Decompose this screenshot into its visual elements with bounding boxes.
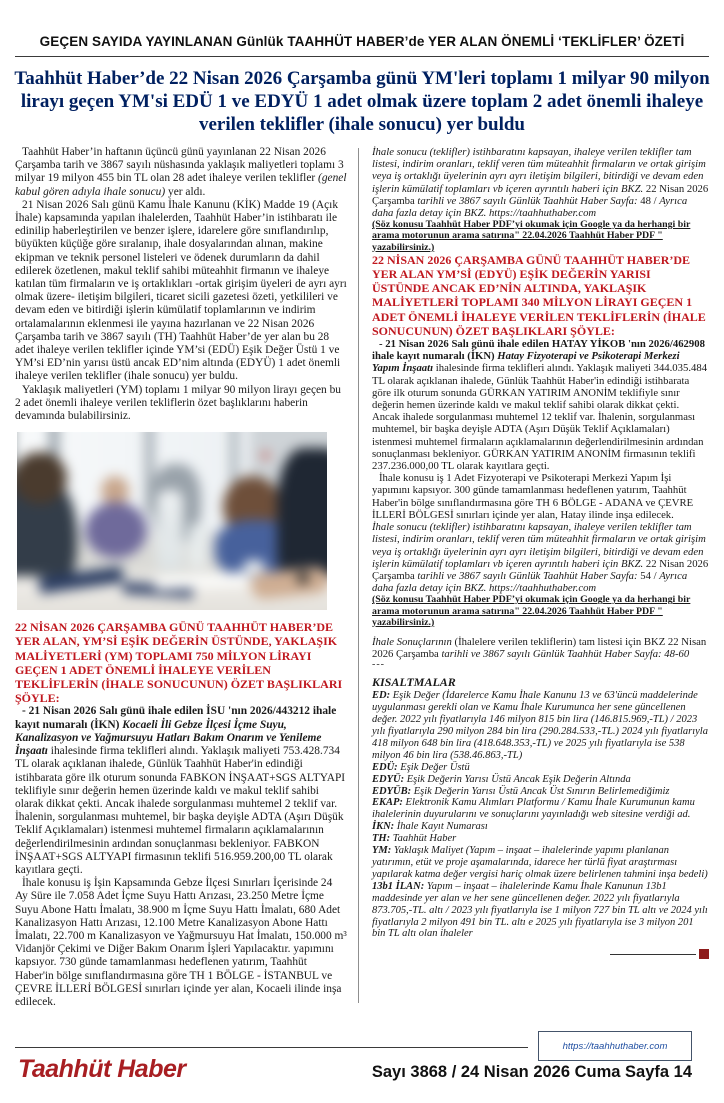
abbreviation-entry-th: TH: Taahhüt Haber	[372, 833, 457, 845]
page-banner: GEÇEN SAYIDA YAYINLANAN Günlük TAAHHÜT HABER’de YER ALAN ÖNEMLİ ‘TEKLİFLER’ ÖZETİ	[39, 34, 685, 49]
column-gap	[347, 146, 372, 1009]
website-link[interactable]: https://taahhuthaber.com	[562, 1040, 668, 1052]
publication-logo: Taahhüt Haber	[18, 1055, 186, 1084]
abbreviation-entry-ikn: İKN: İhale Kayıt Numarası	[372, 821, 488, 833]
page-footer	[0, 1025, 724, 1103]
tender-scope-isu-paragraph: İhale konusu iş İşin Kapsamında Gebze İlçesi Sınırları İçerisinde 24 Ay Süre ile 7.058 Adet İçme Suyu Hattı Arızası, 23.250 Metre İçme Suyu Abone Hattı İmalatı, 38.900 m İçme Suyu Hattı İmalatı, 680 Adet Kanalizasyon Hattı Arızası, 12.100 Metre Kanalizasyon Abone Hattı İmalatı, 22.700 m Kanalizasyon ve Yağmursuyu Hat İmalatı, 150.000 m³ Vidanjör Çekimi ve Diğer Bakım Onarım İşleri Yapılacaktır. yapımını kapsıyor. 730 günde tamamlanması hedeflenen yatırım, Taahhüt Haber'in bölge sınıflandırmasına göre TH 1 BÖLGE - İSTANBUL ve ÇEVRE İLLERİ BÖLGESİ sınırları içinde yer alan, Kocaeli ilinde inşa edilecek.	[15, 877, 347, 1008]
dash-separator: ---	[372, 659, 385, 671]
page-title: Taahhüt Haber’de 22 Nisan 2026 Çarşamba günü YM'leri toplamı 1 milyar 90 milyon lirayı geçen YM'si EDÜ 1 ve EDYÜ 1 adet olmak üzere toplam 2 adet önemli ihaleye verilen teklifler (ihale sonucu) yer buldu	[14, 68, 710, 135]
pdf-search-note-2: (Söz konusu Taahhüt Haber PDF’yi okumak için Google ya da herhangi bir arama motorunun arama satırına" 22.04.2026 Taahhüt Haber PDF " yazabilirsiniz.)	[372, 594, 691, 628]
website-link-box[interactable]	[538, 1031, 692, 1061]
abbreviation-entry-ekap: EKAP: Elektronik Kamu Alımları Platformu / Kamu İhale Kurumunun kamu ihalelerinin duyurularını ve sonuçlarını yayınladığı web sitesine verdiği ad.	[372, 797, 695, 821]
abbreviation-entry-ed: ED: Eşik Değer (İdarelerce Kamu İhale Kanunu 13 ve 63'üncü maddelerinde uygulanması gerekli olan ve Kamu İhale Kurumunca her sene güncellenen değer. 2022 yılı fiyatlarıyla 146 milyon 815 bin lira (146.815.969,-TL) / 2023 yılı fiyatlarıyla 290 milyon 284 bin lira (290.284.533,-TL.) 2024 yılı fiyatlarıyla 418 milyon 648 bin lira (418.648.353,-TL) ve 2025 yılı fiyatlarıyla ise 538 milyon 46 bin lira (538.46.863,-TL)	[372, 690, 708, 761]
footer-rule	[15, 1047, 528, 1048]
abbreviation-entry-edu: EDÜ: Eşik Değer Üstü	[372, 761, 470, 773]
article-columns	[15, 146, 709, 1009]
left-column	[15, 146, 347, 1009]
section-heading-edyu: 22 NİSAN 2026 ÇARŞAMBA GÜNÜ TAAHHÜT HABER’DE YER ALAN YM’Sİ (EDYÜ) EŞİK DEĞERİN YARISI ÜSTÜNDE ANCAK ED’NİN ALTINDA, YAKLAŞIK MALİYETLERİ TOPLAMI 340 MİLYON LİRAYI GEÇEN 1 ADET ÖNEMLİ İHALEYE VERİLEN TEKLİFLERİN (İHALE SONUCUNUN) ÖZET BAŞLIKLARI ŞÖYLE:	[372, 252, 706, 338]
summary-paragraph: Yaklaşık maliyetleri (YM) toplamı 1 milyar 90 milyon lirayı geçen bu 2 adet önemli ihaleye verilen tekliflerin özet başlıklarını haberin devamında bulabilirsiniz.	[15, 383, 341, 423]
right-column	[372, 146, 709, 1009]
abbreviation-entry-ym: YM: Yaklaşık Maliyet (Yapım – inşaat – ihalelerinde yapımı planlanan yatırımın, etüt ve proje aşamalarında, idarece her türlü fiyat araştırması yapılarak katma değer vergisi hariç olmak üzere belirlenen tahmini inşa bedeli)	[372, 845, 708, 880]
methodology-paragraph: 21 Nisan 2026 Salı günü Kamu İhale Kanunu (KİK) Madde 19 (Açık İhale) kapsamında yapılan ihalelerden, Taahhüt Haber’in istihbaratı ile edinilip haberleştirilen ve benzer işlere, idarelere göre sınıflandırılıp, büyükten küçüğe göre sıralanıp, ihale dosyalarından alınan, makine ekipman ve teknik personel listeleri ve ödenek durumların da dahil edilerek özetlenen, makul teklif sahibi müteahhit firmanın ve ihaleye katılan tüm firmaların ve iş ortaklıkları -ortak girişim üyeleri de ayrı ayrı olmak üzere- iletişim bilgileri, ticaret sicili gazetesi özeti, yetkilileri ve devam eden ve bitirdiği işlerin kümülatif toplamlarının ve indirim ortalamalarının eklenmesi ile yayına hazırlanan ve 22 Nisan 2026 Çarşamba tarih ve 3867 sayılı (TH) Taahhüt Haber’de yer alan bu 28 adet ihaleye verilen teklifler içinde YM’si (EDÜ) Eşik Değer Üstü 1 ve YM’si ED’nin yarısı üstü ancak ED’nim altında (EDYÜ) 1 adet önemli ihaleye verilen teklifler (ihale sonucu) yer buldu.	[15, 198, 347, 383]
tender-scope-hatay-paragraph: İhale konusu iş 1 Adet Fizyoterapi ve Psikoterapi Merkezi Yapım İşi yapımını kapsıyor. 300 günde tamamlanması hedeflenen yatırım, Taahhüt Haber'in bölge sınıflandırmasına göre TH 6 BÖLGE - ADANA ve ÇEVRE İLLERİ BÖLGESİ sınırları içinde yer alan, Hatay ilinde inşa edilecek.	[372, 472, 694, 521]
issue-and-page-info: Sayı 3868 / 24 Nisan 2026 Cuma Sayfa 14	[371, 1063, 692, 1082]
reference-paragraph-2: İhale sonucu (teklifler) istihbaratını kapsayan, ihaleye verilen teklifler tam listesi, indirim oranları, teklif veren tüm müteahhit firmaların ve ortak girişim veya iş ortaklığı üyelerinin ayrı ayrı iletişim bilgileri, bitirdiği ve devam eden işlerin kümülatif toplamları vb içeren ayrıntılı haberi için BKZ. 22 Nisan 2026 Çarşamba tarihli ve 3867 sayılı Günlük Taahhüt Haber Sayfa: 54 / Ayrıca daha fazla detay için BKZ. https://taahhuthaber.com	[372, 521, 709, 595]
end-of-article-marker	[372, 949, 709, 959]
abbreviation-entry-edyu: EDYÜ: Eşik Değerin Yarısı Üstü Ancak Eşik Değerin Altında	[372, 773, 631, 785]
tender-result-hatay-paragraph: - 21 Nisan 2026 Salı günü ihale edilen HATAY YİKOB 'nın 2026/462908 ihale kayıt numaralı (İKN) Hatay Fizyoterapi ve Psikoterapi Merkezi Yapım İnşaatı ihalesinde firma teklifleri alındı. Yaklaşık maliyeti 344.035.484 TL olarak açıklanan ihalede, Günlük Taahhüt Haber'in edindiği istihbarata göre ilk oturum sonunda GÜRKAN YATIRIM ANONİM teklifiyle sınır değerin hemen üzerinde kaldı ve makul teklif sahibi olarak dikkat çekti. Ancak ihalede sorgulanması muhtemel 12 teklif var. İhalenin, sorgulanması muhtemel, bir başka deyişle ADTA (Aşırı Düşük Teklif Açıklamaları) istenmesi muhtemel firmaların açıklamalarının değerlendirilmesinin ardından sonuçlanması bekleniyor. GÜRKAN YATIRIM ANONİM firmasının teklifi 237.236.000,00 TL olarak kayıtlara geçti.	[372, 338, 708, 473]
abbreviation-entry-edyub: EDYÜB: Eşik Değerin Yarısı Üstü Ancak Üst Sınırın Belirlemediğimiz	[372, 785, 670, 797]
column-divider-rule	[358, 148, 359, 1003]
intro-paragraph: Taahhüt Haber’in haftanın üçüncü günü yayınlanan 22 Nisan 2026 Çarşamba tarih ve 3867 sayılı nüshasında yaklaşık maliyetleri toplamı 3 milyar 19 milyon 455 bin TL olan 28 adet ihaleye verilen teklifler (genel kabul gören adıyla ihale sonucu) yer aldı.	[15, 146, 347, 198]
abbreviation-entry-13b1: 13b1 İLAN: Yapım – inşaat – ihalelerinde Kamu İhale Kanunun 13b1 maddesinde yer alan ve her sene güncellenen değer. 2022 yılı fiyatlarıyla 873.705,-TL. altı / 2023 yılı fiyatlarıyla ise 1 milyon 727 bin TL altı ve 2024 yılı fiyatlarıyla 2 milyon 491 bin TL. altı e 2025 yılı fiyatlarıyla ise 3 milyon 201 bin TL altı olan ihaleler	[372, 880, 708, 940]
end-marker-line	[610, 954, 696, 955]
meeting-photo	[17, 432, 327, 610]
end-marker-square	[699, 949, 709, 959]
abbreviations-title: KISALTMALAR	[372, 675, 456, 690]
full-list-reference-paragraph: İhale Sonuçlarının (İhalelere verilen tekliflerin) tam listesi için BKZ 22 Nisan 2026 Çarşamba tarihli ve 3867 sayılı Günlük Taahhüt Haber Sayfa: 48-60	[372, 635, 707, 661]
reference-paragraph-1: İhale sonucu (teklifler) istihbaratını kapsayan, ihaleye verilen teklifler tam listesi, indirim oranları, teklif veren tüm müteahhit firmaların ve ortak girişim veya iş ortaklığı üyelerinin ayrı ayrı iletişim bilgileri, bitirdiği ve devam eden işlerin kümülatif toplamları vb içeren ayrıntılı haberi için BKZ. 22 Nisan 2026 Çarşamba tarihli ve 3867 sayılı Günlük Taahhüt Haber Sayfa: 48 / Ayrıca daha fazla detay için BKZ. https://taahhuthaber.com	[372, 146, 709, 220]
tender-result-isu-paragraph: - 21 Nisan 2026 Salı günü ihale edilen İSU 'nın 2026/443212 ihale kayıt numaralı (İKN) Kocaeli İli Gebze İlçesi İçme Suyu, Kanalizasyon ve Yağmursuyu Hatları Bakım Onarım ve Yenileme İnşaatı ihalesinde firma teklifleri alındı. Yaklaşık maliyeti 753.428.734 TL olarak açıklanan ihalede, Günlük Taahhüt Haber'in edindiği istihbarata göre ilk oturum sonunda FABKON İNŞAAT+SGS ALTYAPI teklifiyle sınır değerin hemen üzerinde kaldı ve makul teklif sahibi olarak dikkat çekti. Ancak ihalede sorgulanması muhtemel 2 teklif var. İhalenin, sorgulanması muhtemel, bir başka deyişle ADTA (Aşırı Düşük Teklif Açıklamaları) istenmesi muhtemel firmaların açıklamalarının değerlendirilmesinin ardından sonuçlanması bekleniyor. FABKON İNŞAAT+SGS ALTYAPI firmasının teklifi 516.959.200,00 TL olarak kayıtlara geçti.	[15, 705, 346, 876]
photo-blur-layer	[17, 432, 327, 610]
pdf-search-note-1: (Söz konusu Taahhüt Haber PDF’yi okumak için Google ya da herhangi bir arama motorunun arama satırına" 22.04.2026 Taahhüt Haber PDF " yazabilirsiniz.)	[372, 219, 691, 253]
section-heading-edu: 22 NİSAN 2026 ÇARŞAMBA GÜNÜ TAAHHÜT HABER’DE YER ALAN, YM’Sİ EŞİK DEĞERİN ÜSTÜNDE, YAKLAŞIK MALİYETLERİ (YM) TOPLAMI 750 MİLYON LİRAYI GEÇEN 1 ADET ÖNEMLİ İHALEYE VERİLEN TEKLİFLERİN (İHALE SONUCUNUN) ÖZET BAŞLIKLARI ŞÖYLE:	[15, 620, 343, 706]
banner-divider-rule	[15, 56, 709, 57]
